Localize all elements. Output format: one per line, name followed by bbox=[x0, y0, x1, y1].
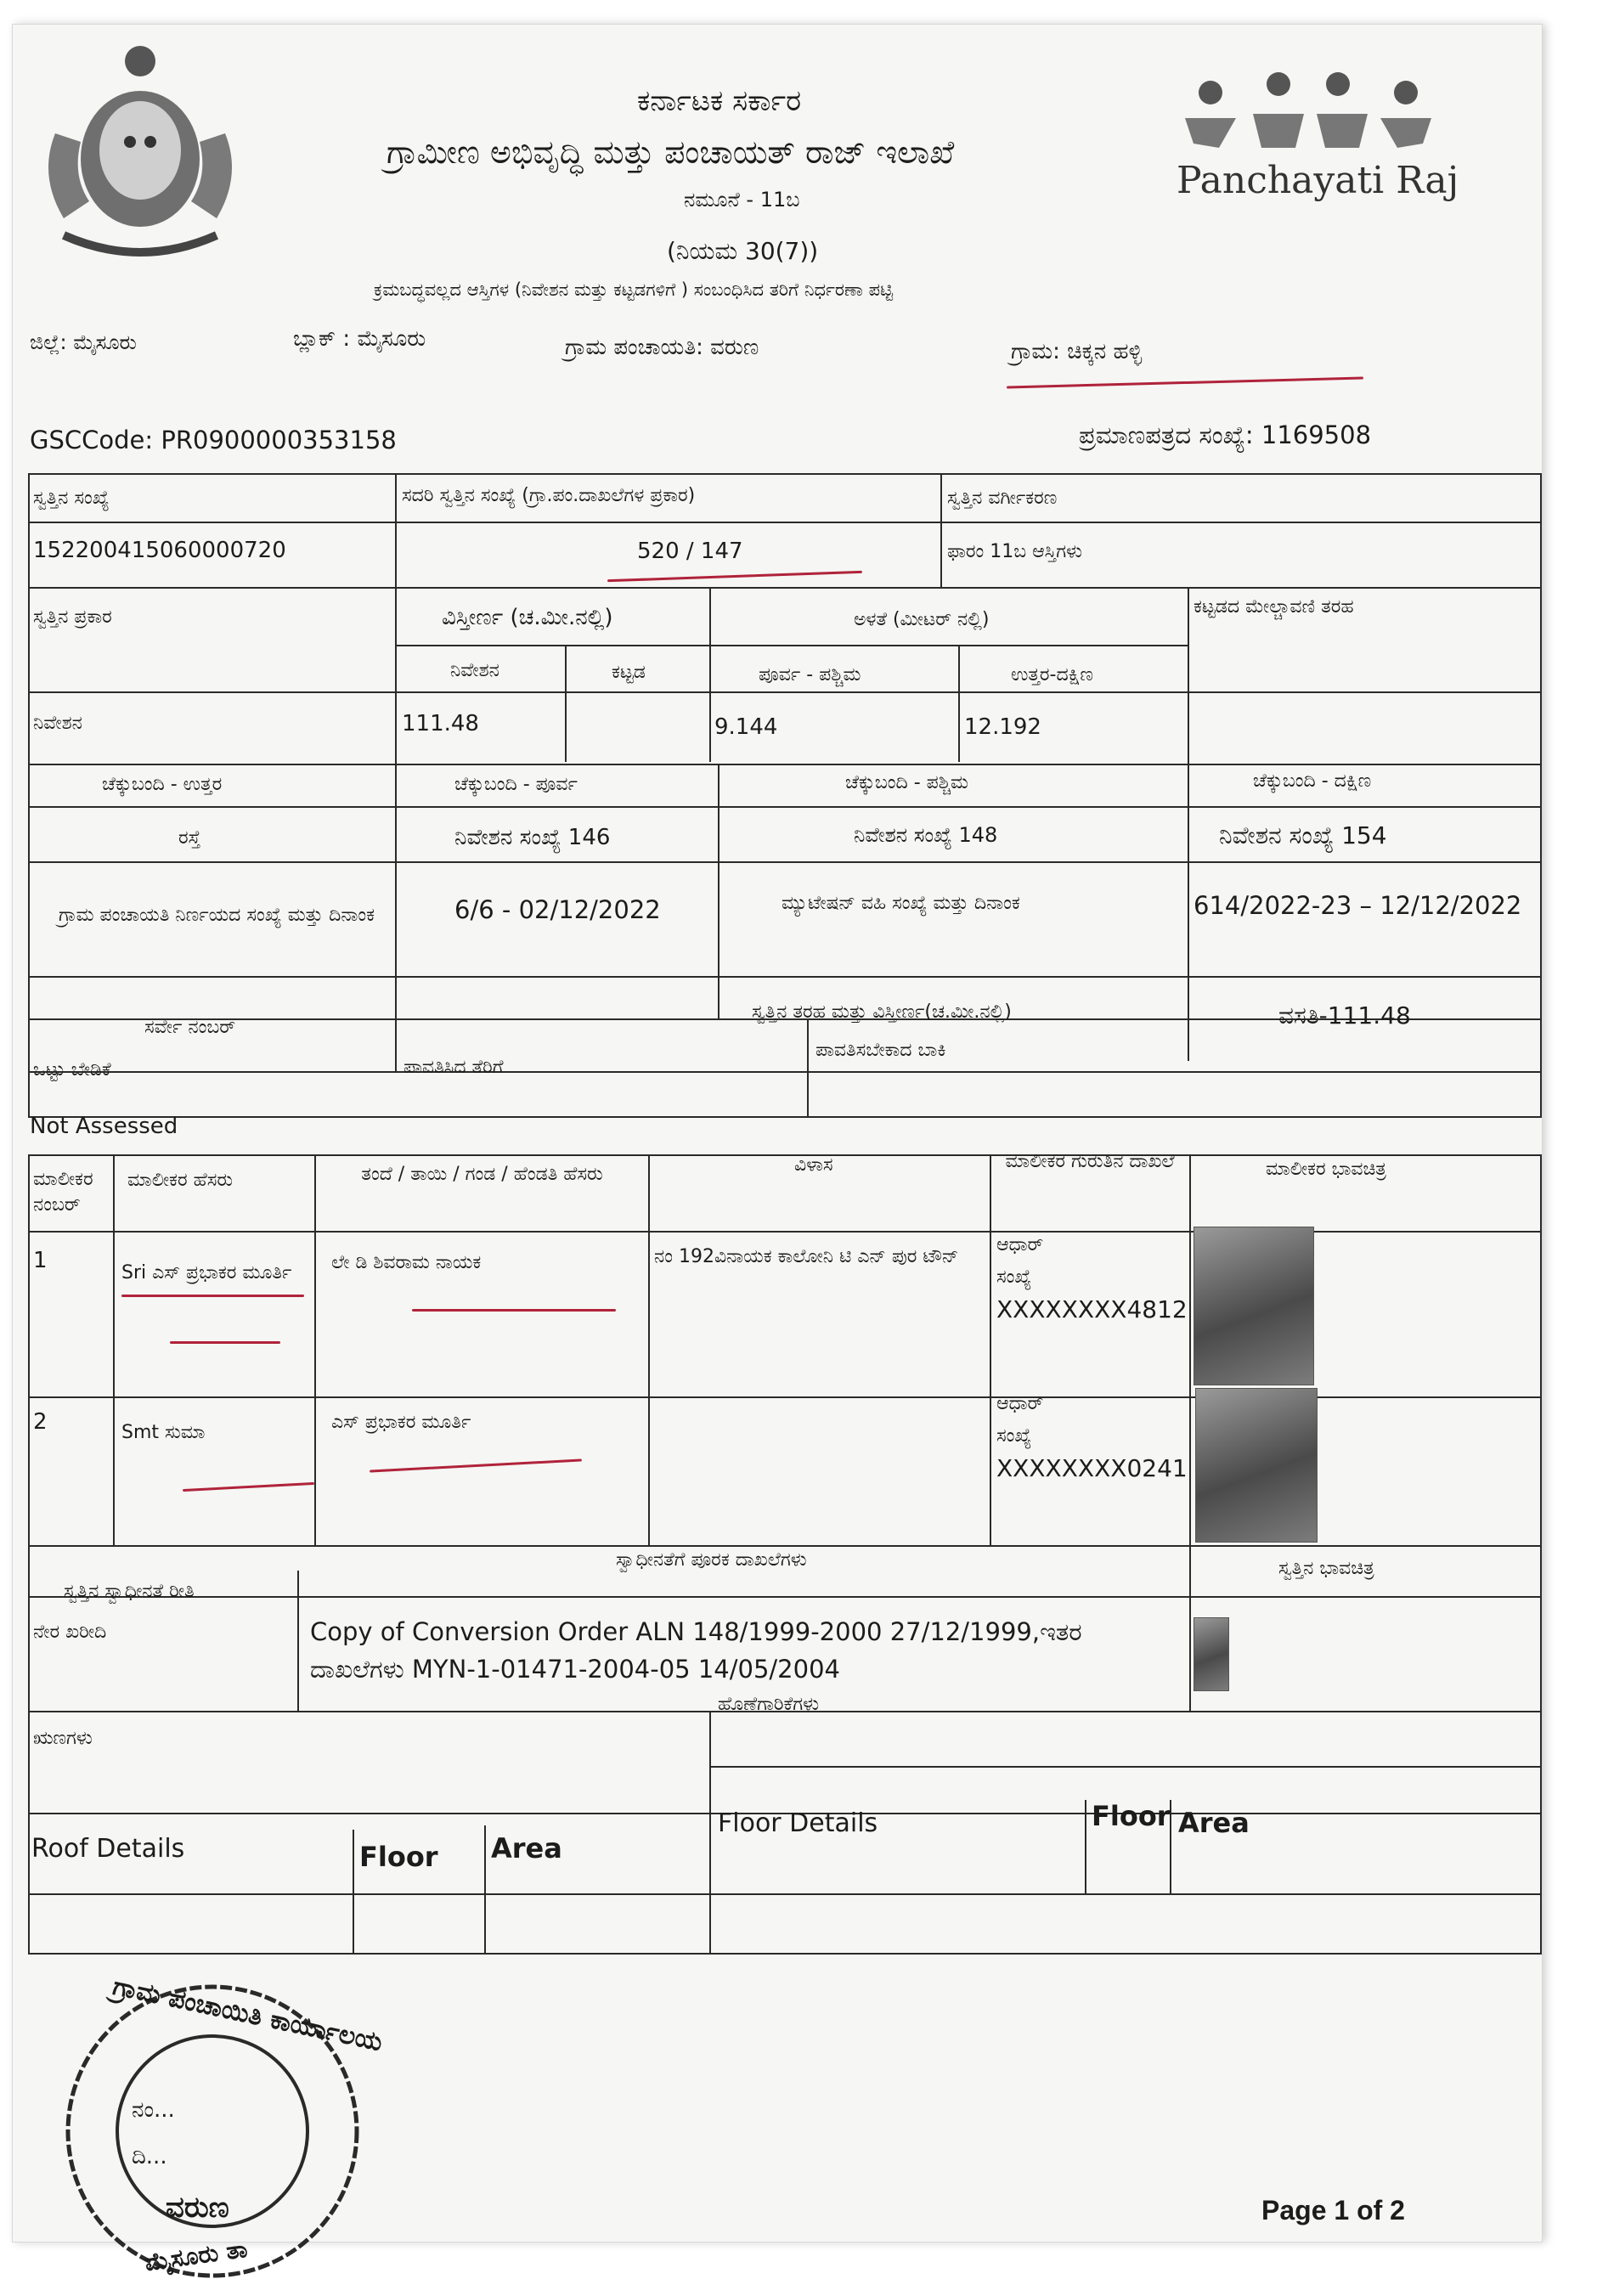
boundary-east-value: ನಿವೇಶನ ಸಂಖ್ಯೆ 146 bbox=[454, 825, 611, 850]
tax-demand-value: Not Assessed bbox=[30, 1114, 178, 1139]
gp-number-label: ಸದರಿ ಸ್ವತ್ತಿನ ಸಂಖ್ಯೆ (ಗ್ರಾ.ಪಂ.ದಾಖಲೆಗಳ ಪ್ರಕಾರ) bbox=[402, 485, 696, 506]
boundary-west-value: ನಿವೇಶನ ಸಂಖ್ಯೆ 148 bbox=[854, 823, 998, 847]
pen-underline bbox=[170, 1341, 280, 1344]
floor-area-label: Area bbox=[1178, 1807, 1250, 1839]
village: ಗ್ರಾಮ: ಚಿಕ್ಕನ ಹಳ್ಳಿ bbox=[1011, 339, 1143, 364]
relation-header: ತಂದೆ / ತಾಯಿ / ಗಂಡ / ಹೆಂಡತಿ ಹೆಸರು bbox=[361, 1164, 603, 1185]
supporting-docs-label: ಸ್ವಾಧೀನತೆಗೆ ಪೂರಕ ದಾಖಲೆಗಳು bbox=[616, 1549, 807, 1571]
header-subtitle: ಕ್ರಮಬದ್ಧವಲ್ಲದ ಆಸ್ತಿಗಳ (ನಿವೇಶನ ಮತ್ತು ಕಟ್ಟಡಗಳಿಗೆ ) ಸಂಬಂಧಿಸಿದ ತರಿಗೆ ನಿರ್ಧರಣಾ ಪಟ್ಟಿ bbox=[374, 279, 894, 300]
classification-label: ಸ್ವತ್ತಿನ ವರ್ಗೀಕರಣ bbox=[947, 488, 1058, 509]
header-rule: (ನಿಯಮ 30(7)) bbox=[667, 237, 819, 265]
ownership-mode-label: ಸ್ವತ್ತಿನ ಸ್ವಾಧೀನತೆ ರೀತಿ bbox=[64, 1581, 195, 1602]
property-photo bbox=[1194, 1617, 1229, 1691]
owner-number-header: ಮಾಲೀಕರ ನಂಬರ್ bbox=[33, 1169, 93, 1216]
survey-label: ಸರ್ವೇ ನಂಬರ್ bbox=[144, 1017, 236, 1038]
property-id-label: ಸ್ವತ್ತಿನ ಸಂಖ್ಯೆ bbox=[33, 488, 110, 509]
seal-top-text: ಗ್ರಾಮ ಪಂಚಾಯಿತಿ ಕಾರ್ಯಾಲಯ bbox=[110, 1971, 386, 2058]
address-header: ವಿಳಾಸ bbox=[794, 1154, 833, 1176]
property-type-label: ಸ್ವತ್ತಿನ ಪ್ರಕಾರ bbox=[33, 606, 112, 628]
property-id-value: 152200415060000720 bbox=[33, 538, 286, 563]
owner-2-id-value: XXXXXXXX0241 bbox=[996, 1454, 1188, 1482]
floor-floor-label: Floor bbox=[1092, 1800, 1171, 1832]
roof-type-label: ಕಟ್ಟಡದ ಮೇಲ್ಚಾವಣಿ ತರಹ bbox=[1194, 596, 1354, 618]
owner-1-address: ನಂ 192ವಿನಾಯಕ ಕಾಲೋನಿ ಟಿ ಎನ್ ಪುರ ಟೌನ್ bbox=[654, 1246, 959, 1267]
owner-2-id-label: ಆಧಾರ್ ಸಂಖ್ಯೆ bbox=[996, 1393, 1044, 1447]
east-west-label: ಪೂರ್ವ - ಪಶ್ಚಿಮ bbox=[759, 664, 861, 685]
pen-underline bbox=[607, 571, 862, 582]
nature-area-label: ಸ್ವತ್ತಿನ ತರಹ ಮತ್ತು ವಿಸ್ತೀರ್ಣ(ಚ.ಮೀ.ನಲ್ಲಿ) bbox=[752, 1001, 1012, 1023]
page-number: Page 1 of 2 bbox=[1261, 2195, 1405, 2225]
gp-decision-value: 6/6 - 02/12/2022 bbox=[454, 895, 661, 924]
header-department: ಗ್ರಾಮೀಣ ಅಭಿವೃದ್ಧಿ ಮತ್ತು ಪಂಚಾಯತ್ ರಾಜ್ ಇಲಾಖೆ bbox=[387, 133, 955, 171]
header-form: ನಮೂನೆ - 11ಬ bbox=[684, 188, 800, 212]
pen-underline bbox=[412, 1309, 616, 1312]
owner-2-name: Smt ಸುಮಾ bbox=[121, 1422, 206, 1443]
classification-value: ಫಾರಂ 11ಬ ಆಸ್ತಿಗಳು bbox=[947, 541, 1083, 562]
panchayati-raj-logo bbox=[1168, 59, 1459, 202]
document-sheet bbox=[12, 24, 1543, 2277]
boundary-south-value: ನಿವೇಶನ ಸಂಖ್ಯೆ 154 bbox=[1219, 821, 1387, 849]
obligations-label: ಹೊಣೆಗಾರಿಕೆಗಳು bbox=[718, 1694, 820, 1715]
boundary-north-value: ರಸ್ತೆ bbox=[178, 827, 201, 849]
owner-2-number: 2 bbox=[33, 1409, 48, 1435]
gsc-code: GSCCode: PR0900000353158 bbox=[30, 426, 397, 454]
property-type-value: ನಿವೇಶನ bbox=[33, 713, 82, 734]
panchayat-seal bbox=[51, 1970, 386, 2293]
nature-area-value: ವಸತಿ-111.48 bbox=[1278, 1001, 1411, 1030]
liabilities-label: ಋಣಗಳು bbox=[33, 1728, 93, 1749]
owner-name-header: ಮಾಲೀಕರ ಹೆಸರು bbox=[127, 1170, 234, 1191]
dimensions-label: ಅಳತೆ (ಮೀಟರ್ ನಲ್ಲಿ) bbox=[854, 609, 990, 630]
owner-1-number: 1 bbox=[33, 1248, 48, 1273]
header-state: ಕರ್ನಾಟಕ ಸರ್ಕಾರ bbox=[637, 84, 802, 118]
pen-underline bbox=[1007, 377, 1363, 389]
logo-text: Panchayati Raj bbox=[1177, 159, 1459, 202]
east-west-value: 9.144 bbox=[714, 714, 778, 740]
site-area-value: 111.48 bbox=[402, 711, 479, 736]
owner-2-photo bbox=[1195, 1388, 1318, 1543]
boundary-south-label: ಚೆಕ್ಕುಬಂದಿ - ದಕ್ಷಿಣ bbox=[1253, 770, 1372, 792]
gp-decision-label: ಗ್ರಾಮ ಪಂಚಾಯತಿ ನಿರ್ಣಯದ ಸಂಖ್ಯೆ ಮತ್ತು ದಿನಾಂಕ bbox=[58, 905, 375, 926]
tax-due-label: ಪಾವತಿಸಬೇಕಾದ ಬಾಕಿ bbox=[815, 1040, 946, 1061]
seal-center-text: ವರುಣ bbox=[166, 2191, 229, 2225]
mutation-label: ಮ್ಯುಟೇಷನ್ ವಹಿ ಸಂಖ್ಯೆ ಮತ್ತು ದಿನಾಂಕ bbox=[782, 893, 1020, 914]
pen-underline bbox=[121, 1295, 304, 1297]
boundary-east-label: ಚೆಕ್ಕುಬಂದಿ - ಪೂರ್ವ bbox=[454, 774, 578, 795]
tax-paid-label: ಪಾವತಿಸಿದ ತೆರಿಗೆ bbox=[403, 1057, 504, 1078]
boundary-north-label: ಚೆಕ್ಕುಬಂದಿ - ಉತ್ತರ bbox=[102, 774, 223, 795]
north-south-label: ಉತ್ತರ-ದಕ್ಷಿಣ bbox=[1011, 664, 1093, 685]
certificate-number: ಪ್ರಮಾಣಪತ್ರದ ಸಂಖ್ಯೆ: 1169508 bbox=[1079, 420, 1372, 449]
owner-2-relation: ಎಸ್ ಪ್ರಭಾಕರ ಮೂರ್ತಿ bbox=[331, 1412, 471, 1433]
seal-line-1: ನಂ... bbox=[132, 2097, 175, 2123]
block: ಬ್ಲಾಕ್ : ಮೈಸೂರು bbox=[293, 326, 426, 352]
roof-details-label: Roof Details bbox=[31, 1834, 185, 1864]
supporting-docs-value: Copy of Conversion Order ALN 148/1999-2000 27/12/1999,ಇತರ ದಾಖಲೆಗಳು MYN-1-01471-2004-05 14/05/2004 bbox=[310, 1617, 1082, 1684]
state-emblem bbox=[30, 40, 251, 269]
seal-line-2: ದಿ... bbox=[132, 2144, 167, 2169]
seal-bottom-text: ಮೈಸೂರು ತಾ bbox=[143, 2234, 250, 2277]
id-doc-header: ಮಾಲೀಕರ ಗುರುತಿನ ದಾಖಲೆ bbox=[1005, 1151, 1175, 1172]
gram-panchayat: ಗ್ರಾಮ ಪಂಚಾಯತಿ: ವರುಣ bbox=[565, 335, 759, 360]
roof-floor-label: Floor bbox=[359, 1841, 438, 1873]
site-area-label: ನಿವೇಶನ bbox=[450, 660, 499, 681]
property-photo-label: ಸ್ವತ್ತಿನ ಭಾವಚಿತ್ರ bbox=[1278, 1558, 1374, 1579]
owner-1-relation: ಲೇ ಡಿ ಶಿವರಾಮ ನಾಯಕ bbox=[331, 1252, 482, 1273]
owner-photo-header: ಮಾಲೀಕರ ಭಾವಚಿತ್ರ bbox=[1266, 1159, 1386, 1180]
district: ಜಿಲ್ಲೆ: ಮೈಸೂರು bbox=[30, 330, 137, 354]
roof-area-label: Area bbox=[491, 1832, 562, 1864]
owner-1-name: Sri ಎಸ್ ಪ್ರಭಾಕರ ಮೂರ್ತಿ bbox=[121, 1262, 292, 1283]
owner-1-id-label: ಆಧಾರ್ ಸಂಖ್ಯೆ bbox=[996, 1234, 1044, 1288]
building-area-label: ಕಟ್ಟಡ bbox=[612, 662, 646, 683]
pen-underline bbox=[183, 1482, 314, 1492]
pen-underline bbox=[370, 1458, 582, 1472]
area-label: ವಿಸ್ತೀರ್ಣ (ಚ.ಮೀ.ನಲ್ಲಿ) bbox=[442, 605, 613, 630]
owner-1-photo bbox=[1194, 1227, 1314, 1385]
floor-details-label: Floor Details bbox=[718, 1808, 878, 1838]
tax-demand-label: ಒಟ್ಟು ಬೇಡಿಕೆ bbox=[33, 1059, 111, 1080]
owner-1-id-value: XXXXXXXX4812 bbox=[996, 1295, 1188, 1323]
north-south-value: 12.192 bbox=[964, 714, 1041, 740]
ownership-mode-value: ನೇರ ಖರೀದಿ bbox=[33, 1622, 107, 1643]
boundary-west-label: ಚೆಕ್ಕುಬಂದಿ - ಪಶ್ಚಿಮ bbox=[845, 772, 968, 793]
gp-number-value: 520 / 147 bbox=[637, 539, 743, 564]
mutation-value: 614/2022-23 – 12/12/2022 bbox=[1194, 891, 1522, 920]
